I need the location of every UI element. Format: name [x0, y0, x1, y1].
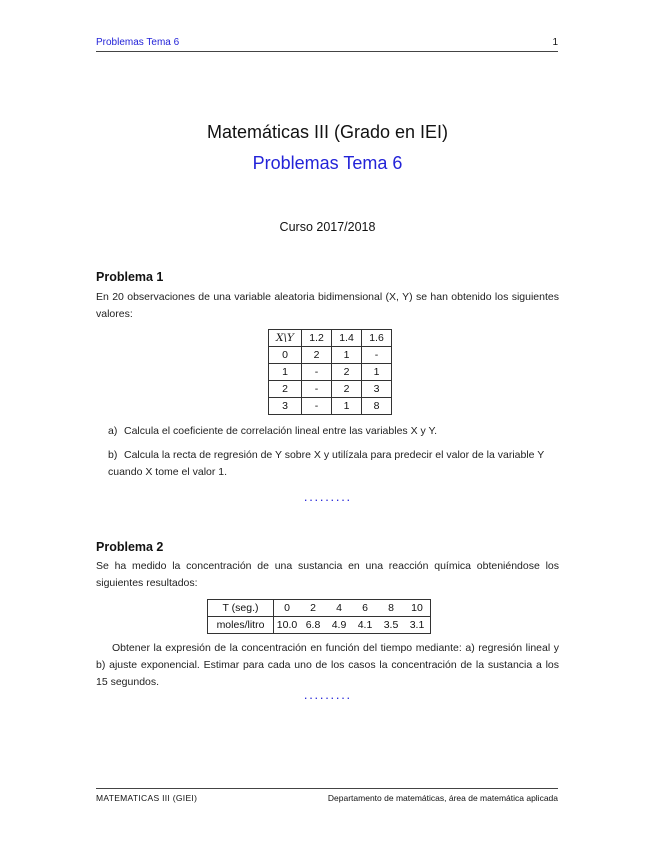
table-col-header: 1.6	[362, 330, 392, 347]
document-title: Matemáticas III (Grado en IEI)	[206, 122, 449, 142]
table-row-header: 1	[269, 364, 302, 381]
table-cell: 6	[352, 600, 378, 617]
page-number: 1	[552, 37, 558, 48]
problem-1-table	[268, 329, 392, 415]
problem-1-item-a	[108, 423, 558, 440]
table-cell: 4	[326, 600, 352, 617]
table-cell: 2	[300, 600, 326, 617]
table-cell: 3.5	[378, 617, 404, 634]
table-cell: -	[302, 364, 332, 381]
table-row-header: T (seg.)	[208, 600, 274, 617]
page-footer	[96, 788, 558, 803]
table-cell: 6.8	[300, 617, 326, 634]
problem-2-table	[207, 599, 431, 634]
table-cell: 2	[332, 381, 362, 398]
problem-1-item-b	[108, 447, 558, 481]
course-year: Curso 2017/2018	[279, 220, 376, 234]
problem-2-heading: Problema 2	[96, 540, 164, 554]
table-row	[269, 364, 392, 381]
table-col-header: 1.2	[302, 330, 332, 347]
table-cell: 1	[332, 398, 362, 415]
table-row-header: 2	[269, 381, 302, 398]
table-cell: 8	[362, 398, 392, 415]
problem-2-text: Obtener la expresión de la concentración en función del tiempo mediante: a) regresión lineal y b) ajuste exponencial. Estimar para cada uno de los casos la concentración de la sustancia a los 15 segundos.	[96, 642, 559, 688]
table-cell: 10.0	[274, 617, 301, 634]
table-cell: 0	[274, 600, 301, 617]
table-col-header: 1.4	[332, 330, 362, 347]
item-text: Calcula la recta de regresión de Y sobre X y utilízala para predecir el valor de la variable Y cuando X tome el valor 1.	[108, 449, 545, 478]
table-cell: 3.1	[404, 617, 431, 634]
table-row-header: moles/litro	[208, 617, 274, 634]
table-cell: 10	[404, 600, 431, 617]
problem-2-intro: Se ha medido la concentración de una sustancia en una reacción química obteniéndose los siguientes resultados:	[96, 560, 559, 589]
page-header	[96, 37, 558, 52]
table-corner: X\Y	[269, 330, 302, 347]
table-cell: 2	[332, 364, 362, 381]
section-separator-dots: ·········	[303, 492, 352, 507]
table-row	[269, 398, 392, 415]
table-header-row	[269, 330, 392, 347]
problem-1-intro: En 20 observaciones de una variable aleatoria bidimensional (X, Y) se han obtenido los siguientes valores:	[96, 291, 559, 320]
table-cell: -	[302, 398, 332, 415]
section-separator-dots: ·········	[303, 690, 352, 705]
table-cell: -	[362, 347, 392, 364]
table-row	[208, 617, 431, 634]
table-cell: 1	[332, 347, 362, 364]
table-cell: 3	[362, 381, 392, 398]
table-row	[269, 347, 392, 364]
footer-course: MATEMATICAS III (GIEI)	[96, 793, 198, 803]
problem-1-heading: Problema 1	[96, 270, 164, 284]
document-subtitle: Problemas Tema 6	[252, 153, 403, 173]
table-cell: 4.9	[326, 617, 352, 634]
footer-department: Departamento de matemáticas, área de matemática aplicada	[327, 793, 558, 803]
table-cell: 2	[302, 347, 332, 364]
table-cell: 8	[378, 600, 404, 617]
table-row	[208, 600, 431, 617]
table-cell: 1	[362, 364, 392, 381]
table-cell: 4.1	[352, 617, 378, 634]
item-label: a)	[108, 425, 118, 437]
table-cell: -	[302, 381, 332, 398]
item-text: Calcula el coeficiente de correlación lineal entre las variables X y Y.	[124, 425, 438, 437]
item-label: b)	[108, 449, 118, 461]
header-title: Problemas Tema 6	[96, 37, 180, 48]
table-row	[269, 381, 392, 398]
table-row-header: 0	[269, 347, 302, 364]
table-row-header: 3	[269, 398, 302, 415]
